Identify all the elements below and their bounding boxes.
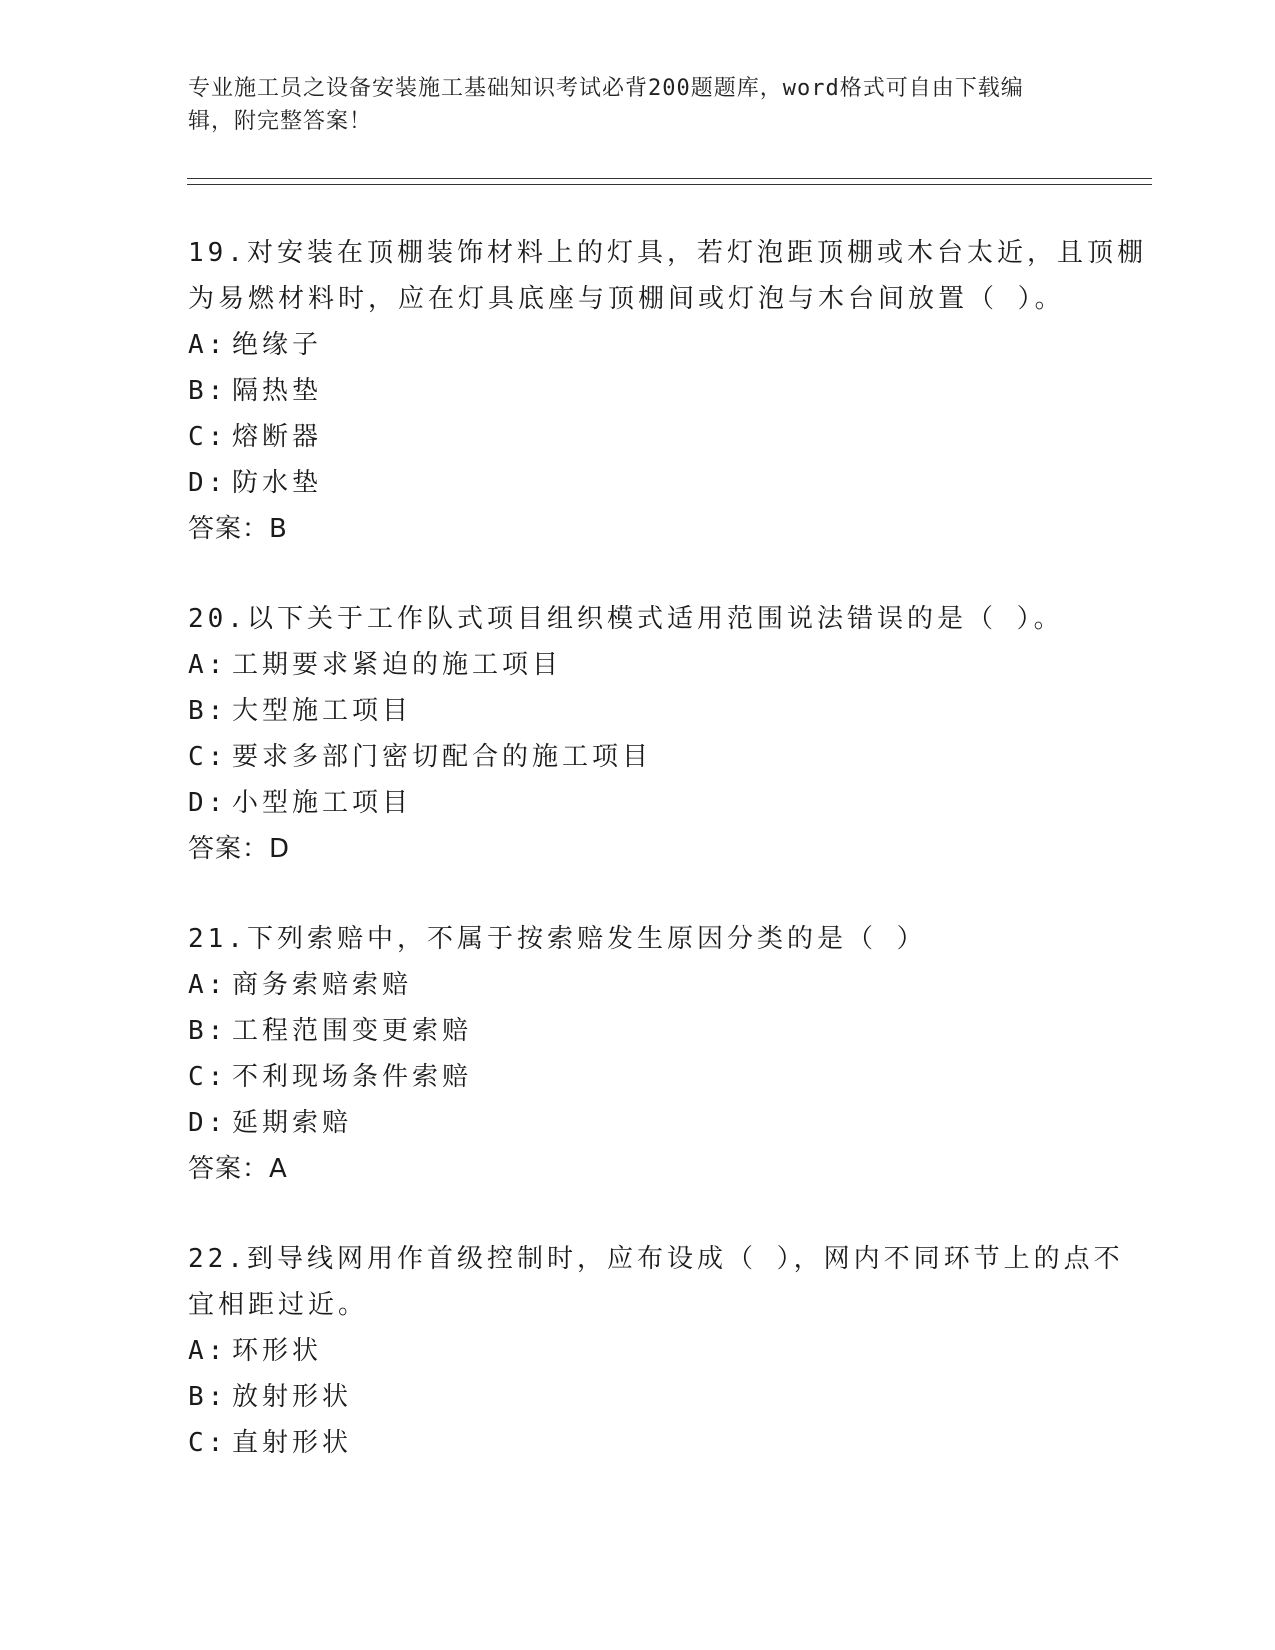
option-text: 不利现场条件索赔 bbox=[232, 1062, 473, 1092]
option-letter: B: bbox=[188, 1382, 228, 1412]
question-number: 21. bbox=[188, 924, 247, 954]
question-text: 对安装在顶棚装饰材料上的灯具，若灯泡距顶棚或木台太近，且顶棚为易燃材料时，应在灯具底座与顶棚间或灯泡与木台间放置（ ）。 bbox=[188, 238, 1147, 314]
option-text: 工程范围变更索赔 bbox=[232, 1016, 473, 1046]
option-a bbox=[188, 642, 1148, 688]
option-text: 延期索赔 bbox=[232, 1108, 353, 1138]
question-list bbox=[188, 230, 1148, 1510]
option-letter: C: bbox=[188, 742, 228, 772]
question-number: 20. bbox=[188, 604, 247, 634]
option-d bbox=[188, 460, 1148, 506]
option-a bbox=[188, 322, 1148, 368]
option-a bbox=[188, 962, 1148, 1008]
option-letter: D: bbox=[188, 1108, 228, 1138]
option-text: 熔断器 bbox=[232, 422, 323, 452]
option-b bbox=[188, 368, 1148, 414]
header-divider bbox=[187, 178, 1152, 185]
question-21 bbox=[188, 916, 1148, 1192]
question-stem bbox=[188, 230, 1148, 322]
answer-line: 答案：D bbox=[188, 834, 291, 864]
question-19 bbox=[188, 230, 1148, 552]
question-stem bbox=[188, 1236, 1148, 1328]
option-letter: B: bbox=[188, 1016, 228, 1046]
question-number: 22. bbox=[188, 1244, 247, 1274]
option-text: 绝缘子 bbox=[232, 330, 323, 360]
answer-line: 答案：B bbox=[188, 514, 288, 544]
option-letter: C: bbox=[188, 1428, 228, 1458]
question-text: 到导线网用作首级控制时，应布设成（ ），网内不同环节上的点不宜相距过近。 bbox=[188, 1244, 1124, 1320]
option-text: 直射形状 bbox=[232, 1428, 353, 1458]
option-b bbox=[188, 1008, 1148, 1054]
option-d bbox=[188, 1100, 1148, 1146]
document-title: 专业施工员之设备安装施工基础知识考试必背200题题库，word格式可自由下载编辑，附完整答案！ bbox=[188, 76, 1024, 134]
option-text: 小型施工项目 bbox=[232, 788, 413, 818]
option-c bbox=[188, 1054, 1148, 1100]
option-text: 大型施工项目 bbox=[232, 696, 413, 726]
option-letter: A: bbox=[188, 1336, 228, 1366]
option-b bbox=[188, 688, 1148, 734]
option-letter: A: bbox=[188, 970, 228, 1000]
document-header bbox=[188, 72, 1068, 138]
option-d bbox=[188, 780, 1148, 826]
option-text: 要求多部门密切配合的施工项目 bbox=[232, 742, 653, 772]
option-letter: A: bbox=[188, 650, 228, 680]
question-20 bbox=[188, 596, 1148, 872]
answer-line: 答案：A bbox=[188, 1154, 288, 1184]
option-letter: C: bbox=[188, 1062, 228, 1092]
option-c bbox=[188, 734, 1148, 780]
option-c bbox=[188, 414, 1148, 460]
option-letter: D: bbox=[188, 468, 228, 498]
question-text: 下列索赔中，不属于按索赔发生原因分类的是（ ） bbox=[246, 924, 927, 954]
question-text: 以下关于工作队式项目组织模式适用范围说法错误的是（ ）。 bbox=[246, 604, 1064, 634]
question-number: 19. bbox=[188, 238, 247, 268]
option-text: 环形状 bbox=[232, 1336, 323, 1366]
option-letter: A: bbox=[188, 330, 228, 360]
option-letter: D: bbox=[188, 788, 228, 818]
question-stem bbox=[188, 916, 1148, 962]
option-b bbox=[188, 1374, 1148, 1420]
option-a bbox=[188, 1328, 1148, 1374]
option-text: 工期要求紧迫的施工项目 bbox=[232, 650, 563, 680]
option-text: 放射形状 bbox=[232, 1382, 353, 1412]
option-letter: C: bbox=[188, 422, 228, 452]
option-letter: B: bbox=[188, 376, 228, 406]
option-text: 商务索赔索赔 bbox=[232, 970, 413, 1000]
option-letter: B: bbox=[188, 696, 228, 726]
question-22 bbox=[188, 1236, 1148, 1466]
option-c bbox=[188, 1420, 1148, 1466]
option-text: 防水垫 bbox=[232, 468, 323, 498]
question-stem bbox=[188, 596, 1148, 642]
option-text: 隔热垫 bbox=[232, 376, 323, 406]
